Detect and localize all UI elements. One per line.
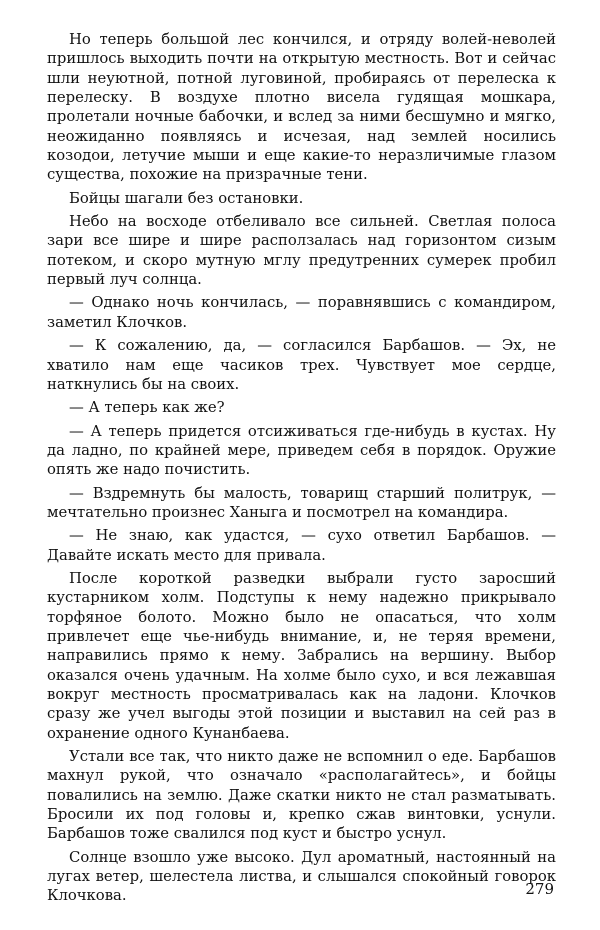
paragraph-12: Солнце взошло уже высоко. Дул ароматный, настоянный на лугах ветер, шелестела листва, и слышался спокойный говорок Клочкова. [47,848,556,905]
paragraph-11: Устали все так, что никто даже не вспомнил о еде. Барбашов махнул рукой, что означало «располагайтесь», и бойцы повалились на землю. Даже скатки никто не стал разматывать. Бросили их под головы и, крепко сжав винтовки, уснули. Барбашов тоже свалился под куст и быстро уснул. [47,748,556,843]
paragraph-9: — Не знаю, как удастся, — сухо ответил Барбашов. — Давайте искать место для привала. [47,527,556,564]
paragraph-3: Небо на восходе отбеливало все сильней. Светлая полоса зари все шире и шире расползалась над горизонтом сизым потеком, и скоро мутную мглу предутренних сумерек пробил первый луч солнца. [47,213,556,289]
paragraph-1: Но теперь большой лес кончился, и отряду волей-неволей пришлось выходить почти на открытую местность. Вот и сейчас шли неуютной, потной луговиной, пробираясь от перелеска к перелеску. В воздухе плотно висела гудящая мошкара, пролетали ночные бабочки, и вслед за ними бесшумно и мягко, неожиданно появляясь и исчезая, над землей носились козодои, летучие мыши и еще какие-то неразличимые глазом существа, похожие на призрачные тени. [47,31,556,184]
paragraph-2: Бойцы шагали без остановки. [69,189,304,207]
page-number: 279 [525,880,554,898]
paragraph-4: — Однако ночь кончилась, — поравнявшись с командиром, заметил Клочков. [47,294,556,331]
paragraph-6: — А теперь как же? [69,399,225,417]
paragraph-7: — А теперь придется отсиживаться где-нибудь в кустах. Ну да ладно, по крайней мере, приведем себя в порядок. Оружие опять же надо почистить. [47,422,556,479]
paragraph-10: После короткой разведки выбрали густо заросший кустарником холм. Подступы к нему надежно прикрывало торфяное болото. Можно было не опасаться, что холм привлечет еще чье-нибудь внимание, и, не теряя времени, направились прямо к нему. Забрались на вершину. Выбор оказался очень удачным. На холме было сухо, и вся лежавшая вокруг местность просматривалась как на ладони. Клочков сразу же учел выгоды этой позиции и выставил на сей раз в охранение одного Кунанбаева. [47,569,556,742]
body-text [47,30,556,910]
paragraph-8: — Вздремнуть бы малость, товарищ старший политрук, — мечтательно произнес Ханыга и посмотрел на командира. [47,484,556,521]
paragraph-5: — К сожалению, да, — согласился Барбашов. — Эх, не хватило нам еще часиков трех. Чувствует мое сердце, наткнулись бы на своих. [47,337,556,393]
